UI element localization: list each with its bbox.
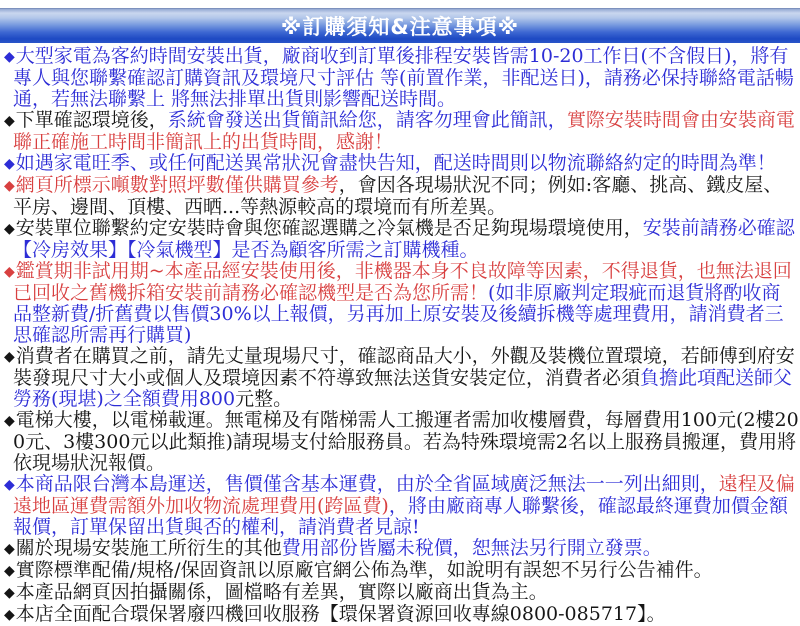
- notice-item: [2, 218, 799, 261]
- notice-text-segment: 遠程及偏遠地區運費需額外加收物流處理費用(跨區費): [13, 473, 795, 517]
- notice-item: [2, 346, 799, 410]
- notice-text-segment: 網頁所標示噸數對照坪數僅供購買參考: [15, 174, 339, 196]
- notice-item: [2, 582, 799, 604]
- notice-text-segment: ，會因各現場狀況不同；例如:客廳、挑高、鐵皮屋、平房、邊間、頂樓、西晒...等熱源較高的環境而有所差異。: [13, 174, 783, 218]
- notice-text-segment: 安裝前請務必確認【冷房效果】【冷氣機型】是否為顧客所需之訂購機種。: [13, 217, 795, 261]
- notice-text-segment: 消費者在購買之前，請先丈量現場尺寸，確認商品大小，外觀及裝機位置環境，若師傅到府安裝發現尺寸大小或個人及環境因素不符導致無法送貨安裝定位，消費者必須: [13, 345, 795, 389]
- notice-item: [2, 538, 799, 560]
- bullet-icon: ◆: [4, 585, 15, 601]
- notice-item: [2, 110, 799, 153]
- notice-text-segment: 大型家電為客約時間安裝出貨，廠商收到訂單後排程安裝皆需10-20工作日(不含假日)，將有專人與您聯繫確認訂購資訊及環境尺寸評估 等(前置作業，非配送日)，請務必保持聯絡電話暢通，若無法聯繫上 將無法排單出貨則影響配送時間。: [13, 45, 794, 110]
- bullet-icon: ◆: [4, 477, 15, 493]
- notice-text-segment: 電梯大樓，以電梯載運。無電梯及有階梯需人工搬運者需加收樓層費，每層費用100元(2樓200元、3樓300元以此類推)請現場支付給服務員。若為特殊環境需2名以上服務員搬運，費用將依現場狀況報價。: [13, 409, 799, 474]
- bullet-icon: ◆: [4, 413, 15, 429]
- bullet-icon: ◆: [4, 221, 15, 237]
- notice-text-segment: 實際標準配備/規格/保固資訊以原廠官網公佈為準，如說明有誤恕不另行公告補件。: [15, 559, 713, 581]
- notice-item: [2, 153, 799, 175]
- notice-text-segment: 本商品限台灣本島運送，售價僅含基本運費，由於全省區域廣泛無法一一列出細則，: [15, 473, 719, 495]
- bullet-icon: ◆: [4, 156, 15, 172]
- bullet-icon: ◆: [4, 113, 15, 129]
- notice-text-segment: 費用部份皆屬未稅價，恕無法另行開立發票。: [281, 537, 662, 559]
- bullet-icon: ◆: [4, 563, 15, 579]
- bullet-icon: ◆: [4, 178, 15, 194]
- notice-text-segment: 本店全面配合環保署廢四機回收服務【環保署資源回收專線0800-085717】。: [15, 603, 666, 625]
- notice-item: [2, 261, 799, 346]
- notice-list: [0, 43, 800, 626]
- bullet-icon: ◆: [4, 541, 15, 557]
- notice-text-segment: 鑑賞期非試用期~本產品經安裝使用後，非機器本身不良故障等因素，不得退貨，也無法退回已回收之舊機拆箱安裝前請務必確認機型是否為您所需！: [13, 260, 792, 304]
- notice-text-segment: ，將由廠商專人聯繫後，確認最終運費加價金額報價，訂單保留出貨與否的權利，請消費者見諒!: [13, 495, 788, 538]
- notice-item: [2, 175, 799, 218]
- notice-text-segment: 元整。: [235, 388, 293, 410]
- bullet-icon: ◆: [4, 349, 15, 365]
- notice-item: [2, 46, 799, 110]
- notice-text-segment: 負擔此項配送師父勞務(現堪)之全額費用800: [13, 367, 793, 410]
- notice-text-segment: (如非原廠判定瑕疵而退貨將酌收商品整新費/折舊費以售價30%以上報價，另再加上原安裝及後續拆機等處理費用，請消費者三思確認所需再行購買): [13, 282, 784, 346]
- bullet-icon: ◆: [4, 264, 15, 280]
- bullet-icon: ◆: [4, 49, 15, 65]
- notice-item: [2, 560, 799, 582]
- notice-text-segment: 安裝單位聯繫約定安裝時會與您確認選購之冷氣機是否足夠現場環境使用，: [15, 217, 643, 239]
- order-notice-page: [0, 8, 800, 625]
- bullet-icon: ◆: [4, 607, 15, 623]
- notice-item: [2, 474, 799, 538]
- notice-item: [2, 604, 799, 626]
- notice-text-segment: 系統會發送出貨簡訊給您，請客勿理會此簡訊，: [167, 109, 567, 131]
- notice-item: [2, 410, 799, 474]
- notice-text-segment: 下單確認環境後，: [15, 109, 168, 131]
- notice-text-segment: 如遇家電旺季、或任何配送異常狀況會盡快告知，配送時間則以物流聯絡約定的時間為準！: [15, 152, 776, 174]
- notice-text-segment: 本產品網頁因拍攝關係，圖檔略有差異，實際以廠商出貨為主。: [15, 581, 548, 603]
- notice-banner: [0, 8, 800, 43]
- notice-banner-title: ※訂購須知&注意事項※: [280, 15, 520, 39]
- notice-text-segment: 實際安裝時間會由安裝商電聯正確施工時間非簡訊上的出貨時間，感謝！: [13, 109, 795, 153]
- notice-text-segment: 關於現場安裝施工所衍生的其他: [15, 537, 282, 559]
